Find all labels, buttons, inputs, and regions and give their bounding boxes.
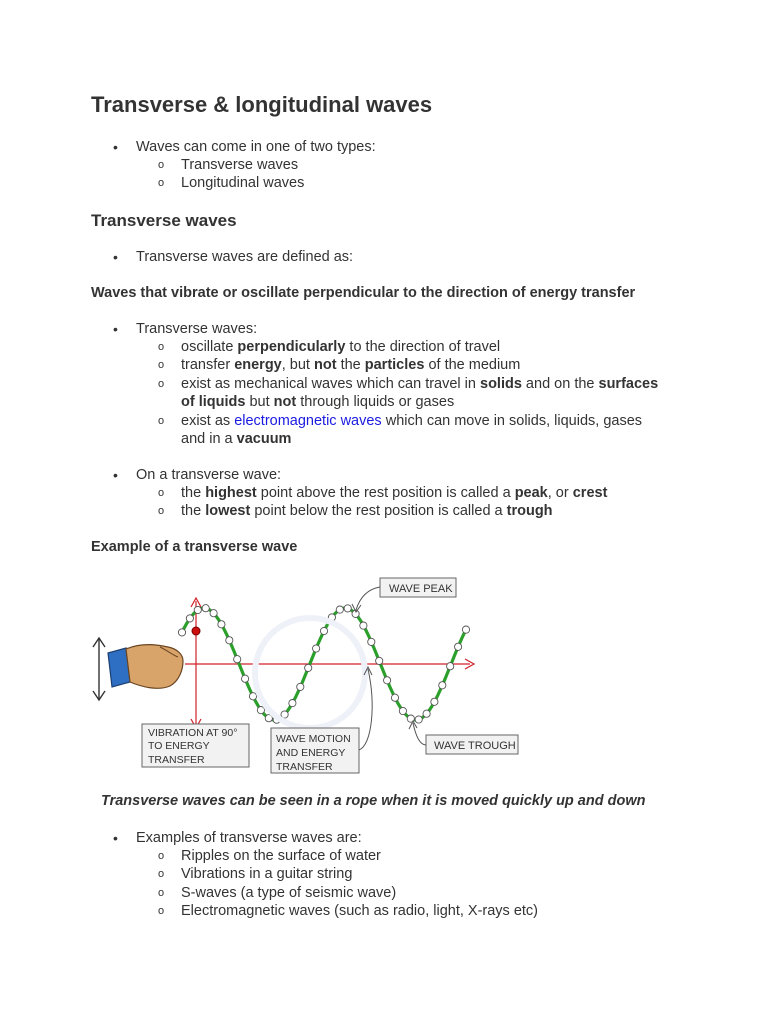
- bullet-dot: •: [113, 321, 118, 337]
- example-item: Vibrations in a guitar string: [181, 866, 353, 882]
- bullet-dot: •: [113, 830, 118, 846]
- hand-icon: [108, 645, 183, 689]
- rope-particle: [336, 606, 343, 613]
- rope-particle: [234, 656, 241, 663]
- property-item-cont: and in a vacuum: [181, 431, 292, 447]
- rope-particle: [439, 682, 446, 689]
- marked-particle: [192, 627, 200, 635]
- rope-particle: [226, 637, 233, 644]
- type-item: Longitudinal waves: [181, 175, 305, 191]
- on-wave-heading: On a transverse wave:: [136, 467, 282, 483]
- rope-particle: [178, 629, 185, 636]
- page-title: Transverse & longitudinal waves: [91, 92, 433, 117]
- rope-particle: [415, 716, 422, 723]
- rope-particle: [455, 643, 462, 650]
- bullet-dot: •: [113, 467, 118, 483]
- rope-particle: [320, 627, 327, 634]
- on-wave-item: the highest point above the rest position is called a peak, or crest: [181, 485, 608, 501]
- properties-heading: Transverse waves:: [136, 321, 258, 337]
- rope-particle: [305, 664, 312, 671]
- rope-particle: [210, 610, 217, 617]
- bullet-dot: •: [113, 249, 118, 265]
- property-item: transfer energy, but not the particles of the medium: [181, 357, 521, 373]
- on-wave-item: the lowest point below the rest position is called a trough: [181, 503, 553, 519]
- sub-bullet: o: [158, 177, 165, 189]
- rope-particle: [249, 693, 256, 700]
- rope-particle: [368, 638, 375, 645]
- transverse-wave-diagram: [80, 565, 540, 793]
- sub-bullet: o: [158, 487, 165, 499]
- property-item: exist as mechanical waves which can travel in solids and on the surfaces: [181, 376, 659, 392]
- rope-particle: [289, 700, 296, 707]
- rope-particle: [194, 606, 201, 613]
- example-item: S-waves (a type of seismic wave): [181, 885, 397, 901]
- vibration-label-line1: VIBRATION AT 90°: [148, 727, 238, 739]
- rope-particle: [313, 645, 320, 652]
- trough-pointer: [413, 723, 426, 745]
- rope-particle: [399, 707, 406, 714]
- sub-bullet: o: [158, 887, 165, 899]
- defined-text: Transverse waves are defined as:: [136, 249, 354, 265]
- watermark-logo: [255, 618, 365, 728]
- wave-motion-label-line1: WAVE MOTION: [276, 733, 351, 745]
- rope-particle: [202, 605, 209, 612]
- sub-bullet: o: [158, 359, 165, 371]
- property-item: oscillate perpendicularly to the direction of travel: [181, 339, 501, 355]
- rope-particle: [242, 675, 249, 682]
- example-item: Ripples on the surface of water: [181, 848, 381, 864]
- type-item: Transverse waves: [181, 157, 299, 173]
- rope-particle: [462, 626, 469, 633]
- sub-bullet: o: [158, 415, 165, 427]
- sub-bullet: o: [158, 378, 165, 390]
- rope-particle: [297, 683, 304, 690]
- definition: Waves that vibrate or oscillate perpendicular to the direction of energy transfer: [91, 285, 636, 301]
- sub-bullet: o: [158, 341, 165, 353]
- wave-trough-label: WAVE TROUGH: [434, 740, 516, 752]
- examples-heading: Examples of transverse waves are:: [136, 830, 362, 846]
- sub-bullet: o: [158, 159, 165, 171]
- rope-particle: [218, 621, 225, 628]
- vibration-label-line3: TRANSFER: [148, 754, 205, 766]
- intro-text: Waves can come in one of two types:: [136, 139, 376, 155]
- rope-particle: [447, 663, 454, 670]
- sub-bullet: o: [158, 905, 165, 917]
- sub-bullet: o: [158, 850, 165, 862]
- wave-motion-label-line2: AND ENERGY: [276, 747, 346, 759]
- sub-bullet: o: [158, 505, 165, 517]
- sub-bullet: o: [158, 868, 165, 880]
- wave-motion-label-line3: TRANSFER: [276, 761, 333, 773]
- rope-particle: [384, 677, 391, 684]
- property-item-cont: of liquids but not through liquids or gases: [181, 394, 455, 410]
- rope-particle: [431, 698, 438, 705]
- figure-caption: Transverse waves can be seen in a rope when it is moved quickly up and down: [101, 793, 646, 809]
- electromagnetic-waves-link[interactable]: electromagnetic waves: [234, 413, 382, 429]
- example-item: Electromagnetic waves (such as radio, light, X-rays etc): [181, 903, 538, 919]
- vibration-label-line2: TO ENERGY: [148, 740, 210, 752]
- property-item: exist as electromagnetic waves which can move in solids, liquids, gases: [181, 413, 643, 429]
- rope-particle: [344, 605, 351, 612]
- rope-particle: [391, 694, 398, 701]
- section-heading: Transverse waves: [91, 211, 237, 230]
- bullet-dot: •: [113, 139, 118, 155]
- rope-particle: [423, 710, 430, 717]
- rope-particle: [257, 707, 264, 714]
- example-heading: Example of a transverse wave: [91, 539, 298, 555]
- wave-peak-label: WAVE PEAK: [389, 583, 453, 595]
- rope-particle: [376, 657, 383, 664]
- rope-particle: [360, 622, 367, 629]
- rope-particle: [186, 615, 193, 622]
